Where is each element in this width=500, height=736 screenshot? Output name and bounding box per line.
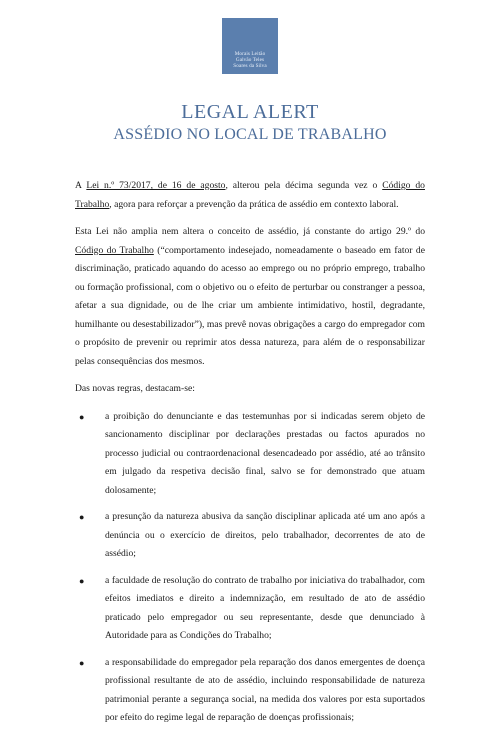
bullet-icon: ● (79, 575, 85, 586)
logo-line-2: Galvão Teles (235, 57, 265, 63)
law-link[interactable]: Lei n.º 73/2017, de 16 de agosto (86, 180, 226, 191)
list-item (75, 654, 425, 728)
text-run: , alterou pela décima segunda vez o (225, 180, 383, 191)
text-run: , agora para reforçar a prevenção da prática de assédio em contexto laboral. (109, 198, 399, 210)
firm-logo (222, 18, 278, 74)
bullet-icon: ● (79, 657, 85, 668)
logo-line-1: Morais Leitão (234, 51, 266, 57)
document-body (75, 177, 425, 736)
bullet-icon: ● (79, 411, 85, 422)
text-run: Esta Lei não amplia nem altera o conceito de assédio, já constante do artigo 29.º do (75, 226, 425, 237)
labour-code-link[interactable]: Código do Trabalho (75, 180, 425, 210)
list-item (75, 572, 425, 646)
page-subtitle: ASSÉDIO NO LOCAL DE TRABALHO (113, 126, 387, 143)
text-run: (“comportamento indesejado, nomeadamente o baseado em fator de discriminação, praticado aquando do acesso ao emprego ou no próprio emprego, trabalho ou formação profissional, com o objetivo ou o efeito de perturbar ou constranger a pessoa, afetar a sua dignidade, ou de lhe criar um ambiente intimidativo, hostil, degradante, humilhante ou desestabilizador”), mas prevê novas obrigações a cargo do empregador com o propósito de prevenir ou reprimir atos dessa natureza, para além de o responsabilizar pelas consequências dos mesmos. (75, 244, 425, 367)
bullet-icon: ● (79, 512, 85, 522)
list-item-text: a proibição do denunciante e das testemunhas por si indicadas serem objeto de sancionamento disciplinar por declarações prestadas ou factos apurados no processo judicial ou contraordenacional desencadeado por assédio, até ao trânsito em julgado da respetiva decisão final, salvo se for demonstrado que atuam dolosamente; (105, 410, 425, 496)
rules-list (75, 408, 425, 728)
list-item (75, 508, 425, 564)
page-title: LEGAL ALERT (181, 101, 319, 123)
list-item-text: a responsabilidade do empregador pela reparação dos danos emergentes de doença profissional resultante de ato de assédio, incluindo responsabilidade de natureza patrimonial perante a segurança social, na medida dos valores por esta suportados por efeito do regime legal de reparação de doenças profissionais; (105, 656, 425, 723)
list-item-text: a presunção da natureza abusiva da sanção disciplinar aplicada até um ano após a denúncia ou o exercício de direitos, pelo trabalhador, decorrentes de ato de assédio; (105, 511, 425, 559)
intro-paragraph-2 (75, 223, 425, 371)
logo-line-3: Soares da Silva (233, 63, 267, 69)
intro-paragraph-1 (75, 177, 425, 214)
intro-paragraph-3: Das novas regras, destacam-se: (75, 383, 195, 394)
text-run: A (75, 180, 87, 191)
list-item-text: a faculdade de resolução do contrato de trabalho por iniciativa do trabalhador, com efeitos imediatos e direito a indemnização, em resultado de ato de assédio praticado pelo empregador ou seu representante, desde que denunciado à Autoridade para as Condições do Trabalho; (105, 574, 425, 641)
list-item (75, 408, 425, 501)
labour-code-link[interactable]: Código do Trabalho (75, 244, 154, 256)
